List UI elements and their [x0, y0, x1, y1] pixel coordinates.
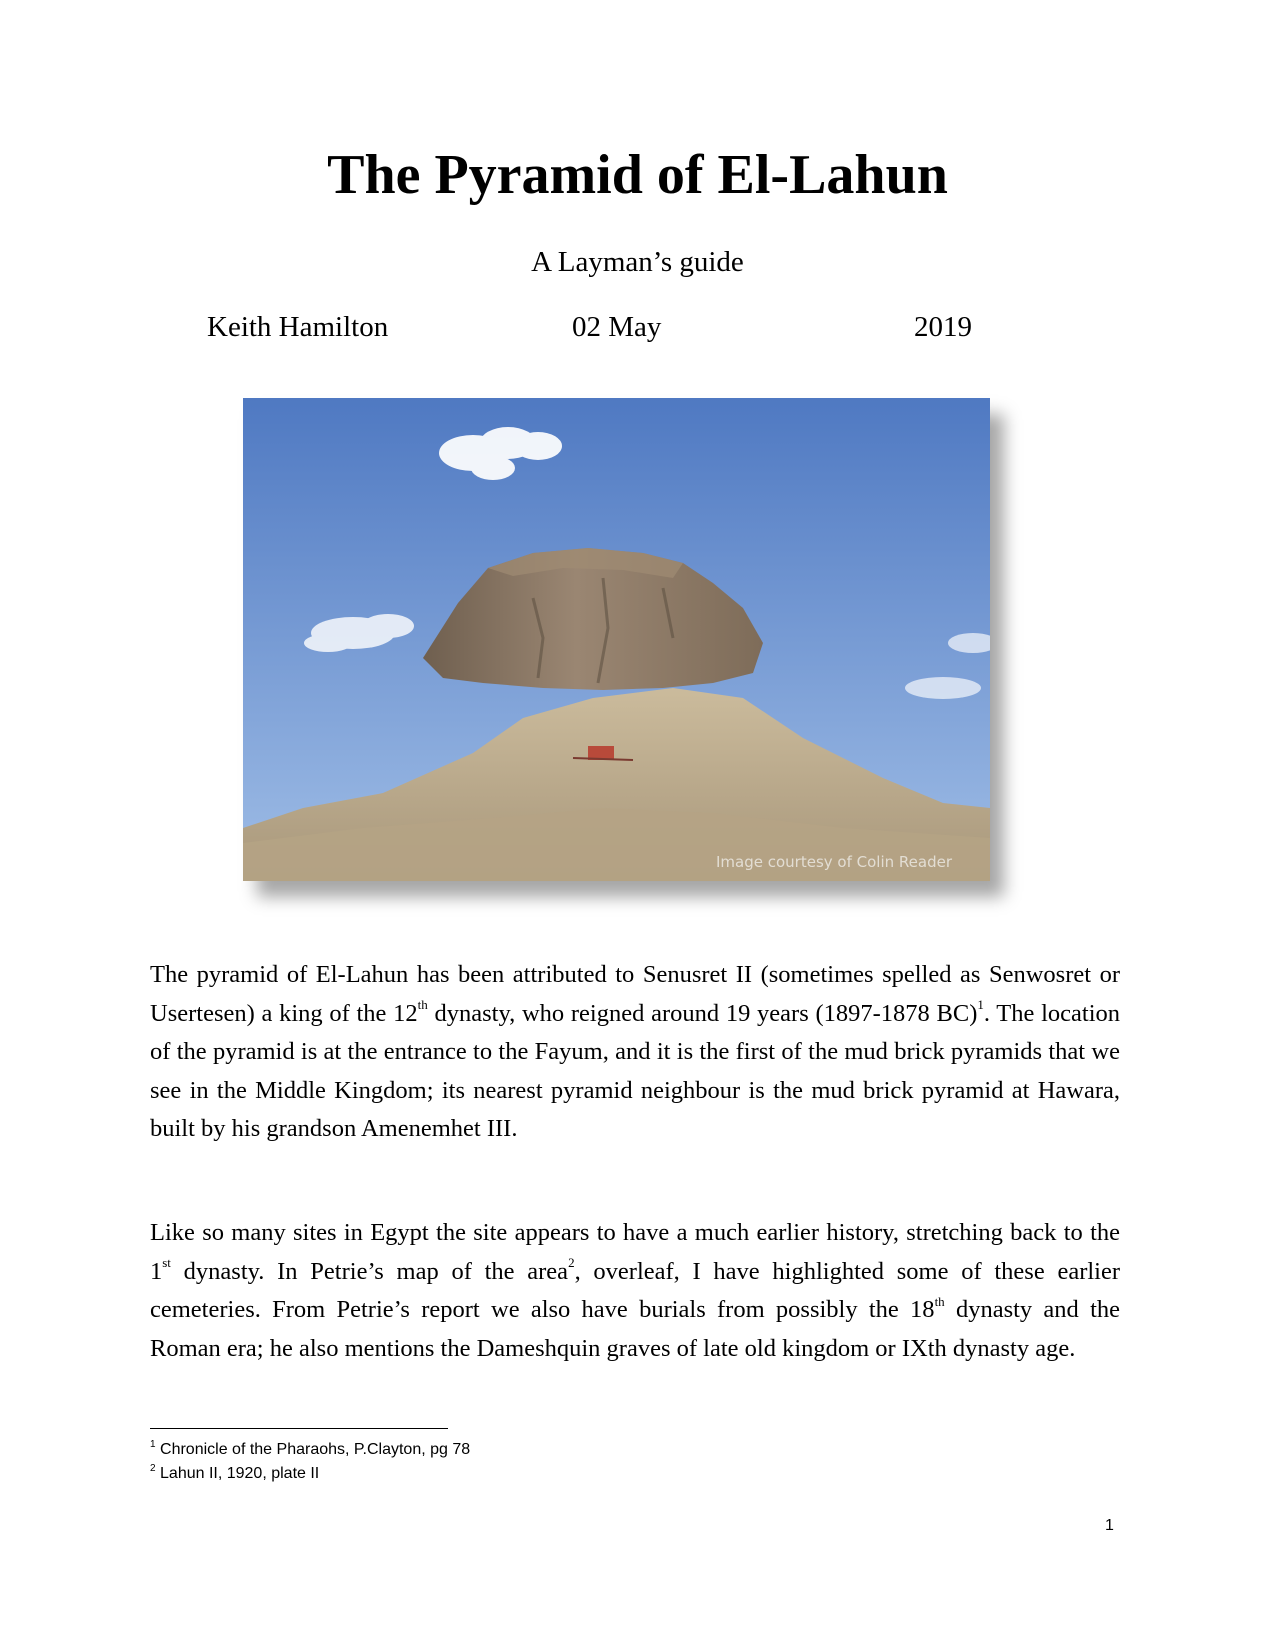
photo-credit: Image courtesy of Colin Reader — [716, 853, 952, 871]
paragraph-2-text-c: , overleaf, I have highlighted some of these earlier cemeteries. From Petrie’s report we also have burials from possibly the 18 — [150, 1257, 1121, 1323]
footnote-number: 1 — [150, 1438, 156, 1450]
footnote-2 — [150, 1462, 470, 1486]
page-number: 1 — [1105, 1517, 1114, 1534]
publication-year: 2019 — [914, 311, 972, 343]
footnote-text: Lahun II, 1920, plate II — [160, 1465, 320, 1482]
paragraph-2-text-b: dynasty. In Petrie’s map of the area — [170, 1257, 569, 1285]
document-title: The Pyramid of El-Lahun — [327, 144, 948, 206]
footnote-divider — [150, 1428, 448, 1429]
footnotes — [150, 1438, 470, 1486]
paragraph-1-text-a: The pyramid of El-Lahun has been attributed to Senusret II (sometimes spelled as Senwosret or Usertesen) a king of the 12 — [150, 961, 1120, 1027]
publication-date: 02 May — [572, 311, 662, 343]
document-subtitle: A Layman’s guide — [531, 246, 744, 278]
footnote-number: 2 — [150, 1462, 156, 1474]
paragraph-1-text-b: dynasty, who reigned around 19 years (1897-1878 BC) — [427, 999, 978, 1027]
paragraph-1-text-c: . The location of the pyramid is at the entrance to the Fayum, and it is the first of the mud brick pyramids that we see in the Middle Kingdom; its nearest pyramid neighbour is the mud brick pyramid at Hawara, built by his grandson Amenemhet III. — [150, 999, 1120, 1142]
footnote-ref-2[interactable]: 2 — [568, 1255, 575, 1271]
ordinal-suffix: th — [417, 997, 428, 1013]
footnote-ref-1[interactable]: 1 — [977, 997, 984, 1013]
pyramid-photo — [243, 398, 990, 881]
paragraph-2 — [150, 1214, 1120, 1368]
paragraph-2-text-d: dynasty and the Roman era; he also mentions the Dameshquin graves of late old kingdom or IXth dynasty age. — [150, 1296, 1121, 1362]
paragraph-1 — [150, 956, 1120, 1149]
paragraph-2-text-a: Like so many sites in Egypt the site appears to have a much earlier history, stretching back to the 1 — [150, 1219, 1120, 1285]
footnote-1 — [150, 1438, 470, 1462]
author-name: Keith Hamilton — [207, 311, 389, 343]
ordinal-suffix: st — [162, 1255, 171, 1271]
pyramid-illustration — [243, 398, 990, 881]
ordinal-suffix: th — [934, 1293, 945, 1309]
footnote-text: Chronicle of the Pharaohs, P.Clayton, pg 78 — [160, 1441, 471, 1458]
